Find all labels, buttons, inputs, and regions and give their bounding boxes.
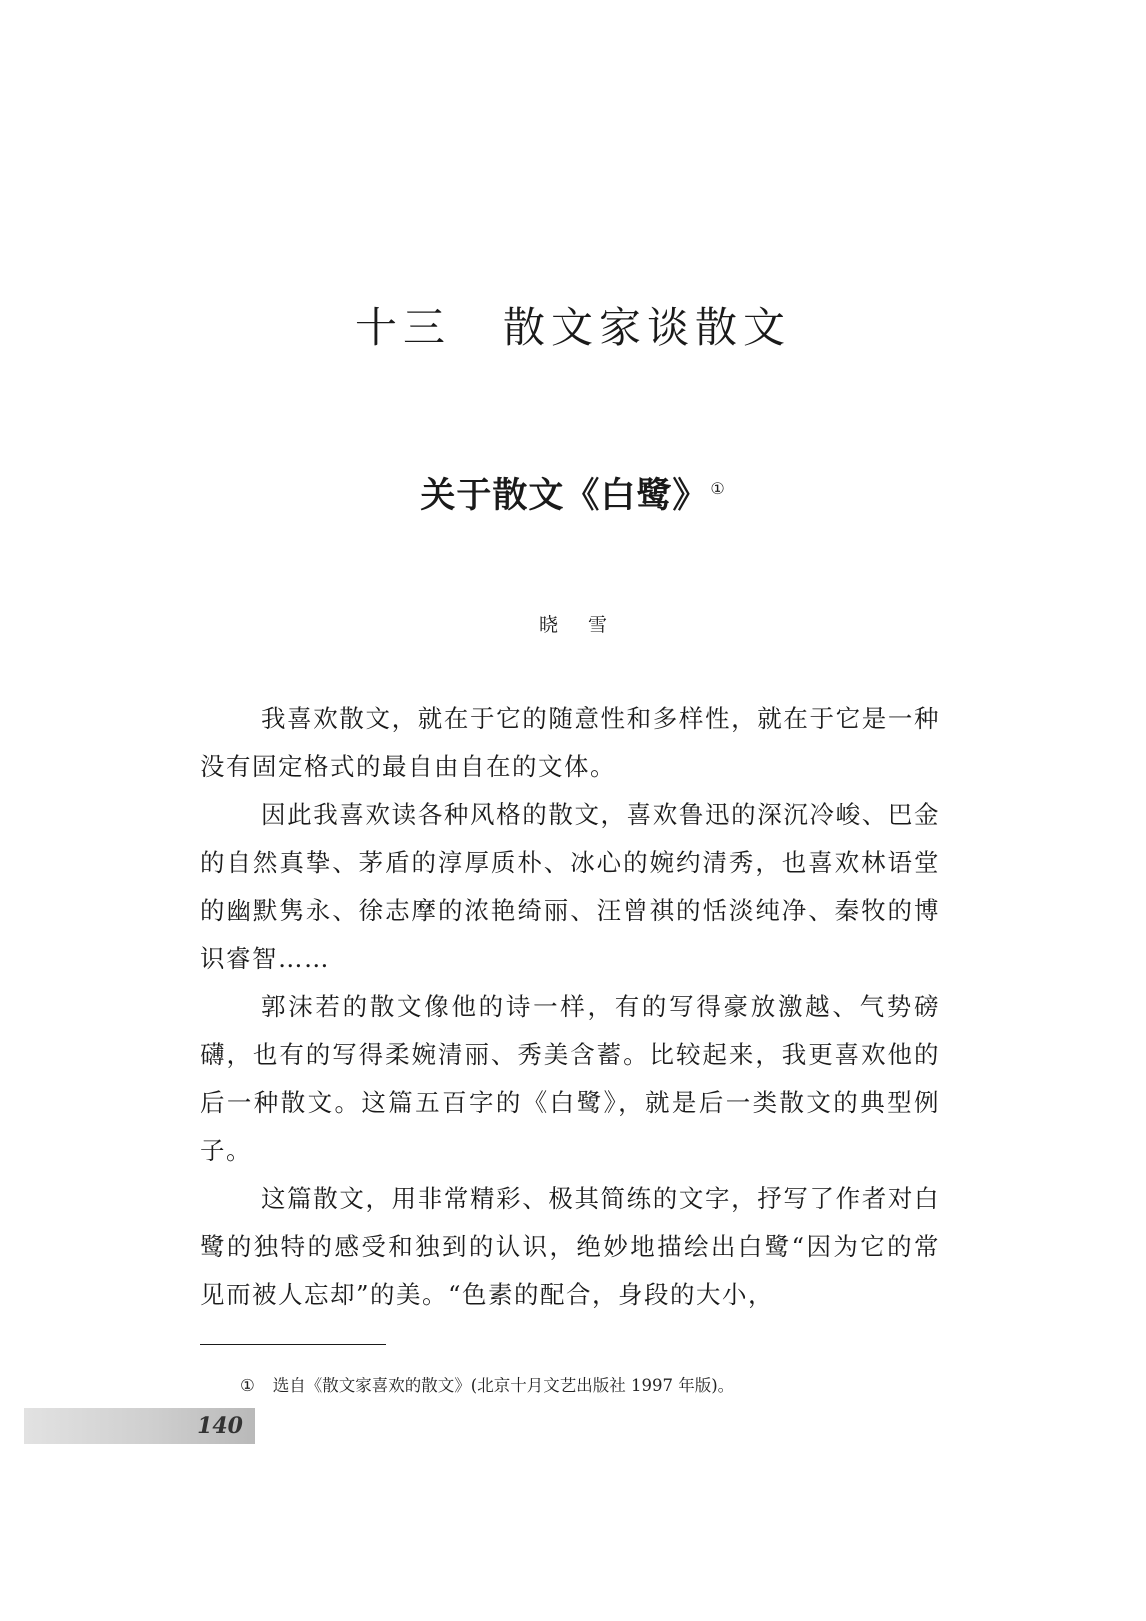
footnote bbox=[240, 1372, 734, 1396]
footnote-divider bbox=[200, 1344, 386, 1345]
article-author: 晓雪 bbox=[538, 614, 637, 636]
page-number: 140 bbox=[197, 1413, 243, 1439]
article-body bbox=[200, 695, 940, 1319]
body-paragraph-1: 我喜欢散文，就在于它的随意性和多样性，就在于它是一种没有固定格式的最自由自在的文体。 bbox=[200, 704, 940, 781]
chapter-name: 散文家谈散文 bbox=[503, 303, 792, 352]
body-paragraph-3: 郭沫若的散文像他的诗一样，有的写得豪放激越、气势磅礴，也有的写得柔婉清丽、秀美含蓄。比较起来，我更喜欢他的后一种散文。这篇五百字的《白鹭》，就是后一类散文的典型例子。 bbox=[200, 992, 940, 1165]
body-paragraph-2: 因此我喜欢读各种风格的散文，喜欢鲁迅的深沉冷峻、巴金的自然真挚、茅盾的淳厚质朴、冰心的婉约清秀，也喜欢林语堂的幽默隽永、徐志摩的浓艳绮丽、汪曾祺的恬淡纯净、秦牧的博识睿智…… bbox=[200, 800, 940, 973]
chapter-number: 十三 bbox=[354, 303, 451, 352]
footnote-text: 选自《散文家喜欢的散文》(北京十月文艺出版社 1997 年版)。 bbox=[272, 1376, 735, 1395]
body-paragraph-4: 这篇散文，用非常精彩、极其简练的文字，抒写了作者对白鹭的独特的感受和独到的认识，绝妙地描绘出白鹭“因为它的常见而被人忘却”的美。“色素的配合，身段的大小， bbox=[200, 1184, 940, 1309]
chapter-title bbox=[0, 295, 1146, 355]
article-title bbox=[0, 468, 1146, 518]
footnote-reference[interactable]: ① bbox=[710, 479, 726, 499]
footnote-mark: ① bbox=[240, 1376, 255, 1395]
article-title-text: 关于散文《白鹭》 bbox=[420, 475, 709, 516]
page-number-band bbox=[24, 1408, 255, 1444]
